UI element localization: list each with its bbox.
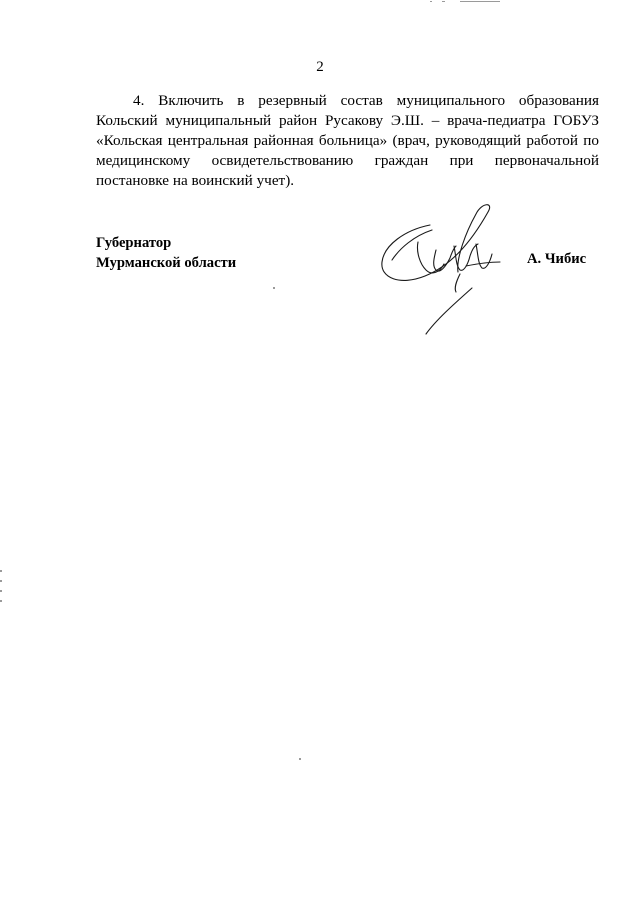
scan-artifact bbox=[0, 570, 4, 610]
signatory-title-line: Губернатор bbox=[96, 235, 172, 251]
paragraph-line: постановке на воинский учет). bbox=[96, 172, 295, 189]
scan-artifact bbox=[430, 0, 510, 3]
paragraph-line: 4. Включить в резервный состав муниципального образования bbox=[133, 92, 599, 109]
scan-speck bbox=[273, 287, 275, 289]
page-number: 2 bbox=[316, 59, 324, 75]
signatory-title-line: Мурманской области bbox=[96, 255, 237, 271]
paragraph-item-4 bbox=[96, 91, 599, 191]
signer-name: А. Чибис bbox=[527, 251, 587, 267]
paragraph-line: медицинскому освидетельствованию граждан при первоначальной bbox=[96, 152, 599, 169]
signatory-title bbox=[96, 233, 236, 273]
paragraph-line: Кольский муниципальный район Русакову Э.Ш. – врача-педиатра ГОБУЗ bbox=[96, 112, 599, 129]
paragraph-line: «Кольская центральная районная больница» (врач, руководящий работой по bbox=[96, 132, 599, 149]
handwritten-signature bbox=[370, 200, 520, 340]
scan-speck bbox=[299, 758, 301, 760]
